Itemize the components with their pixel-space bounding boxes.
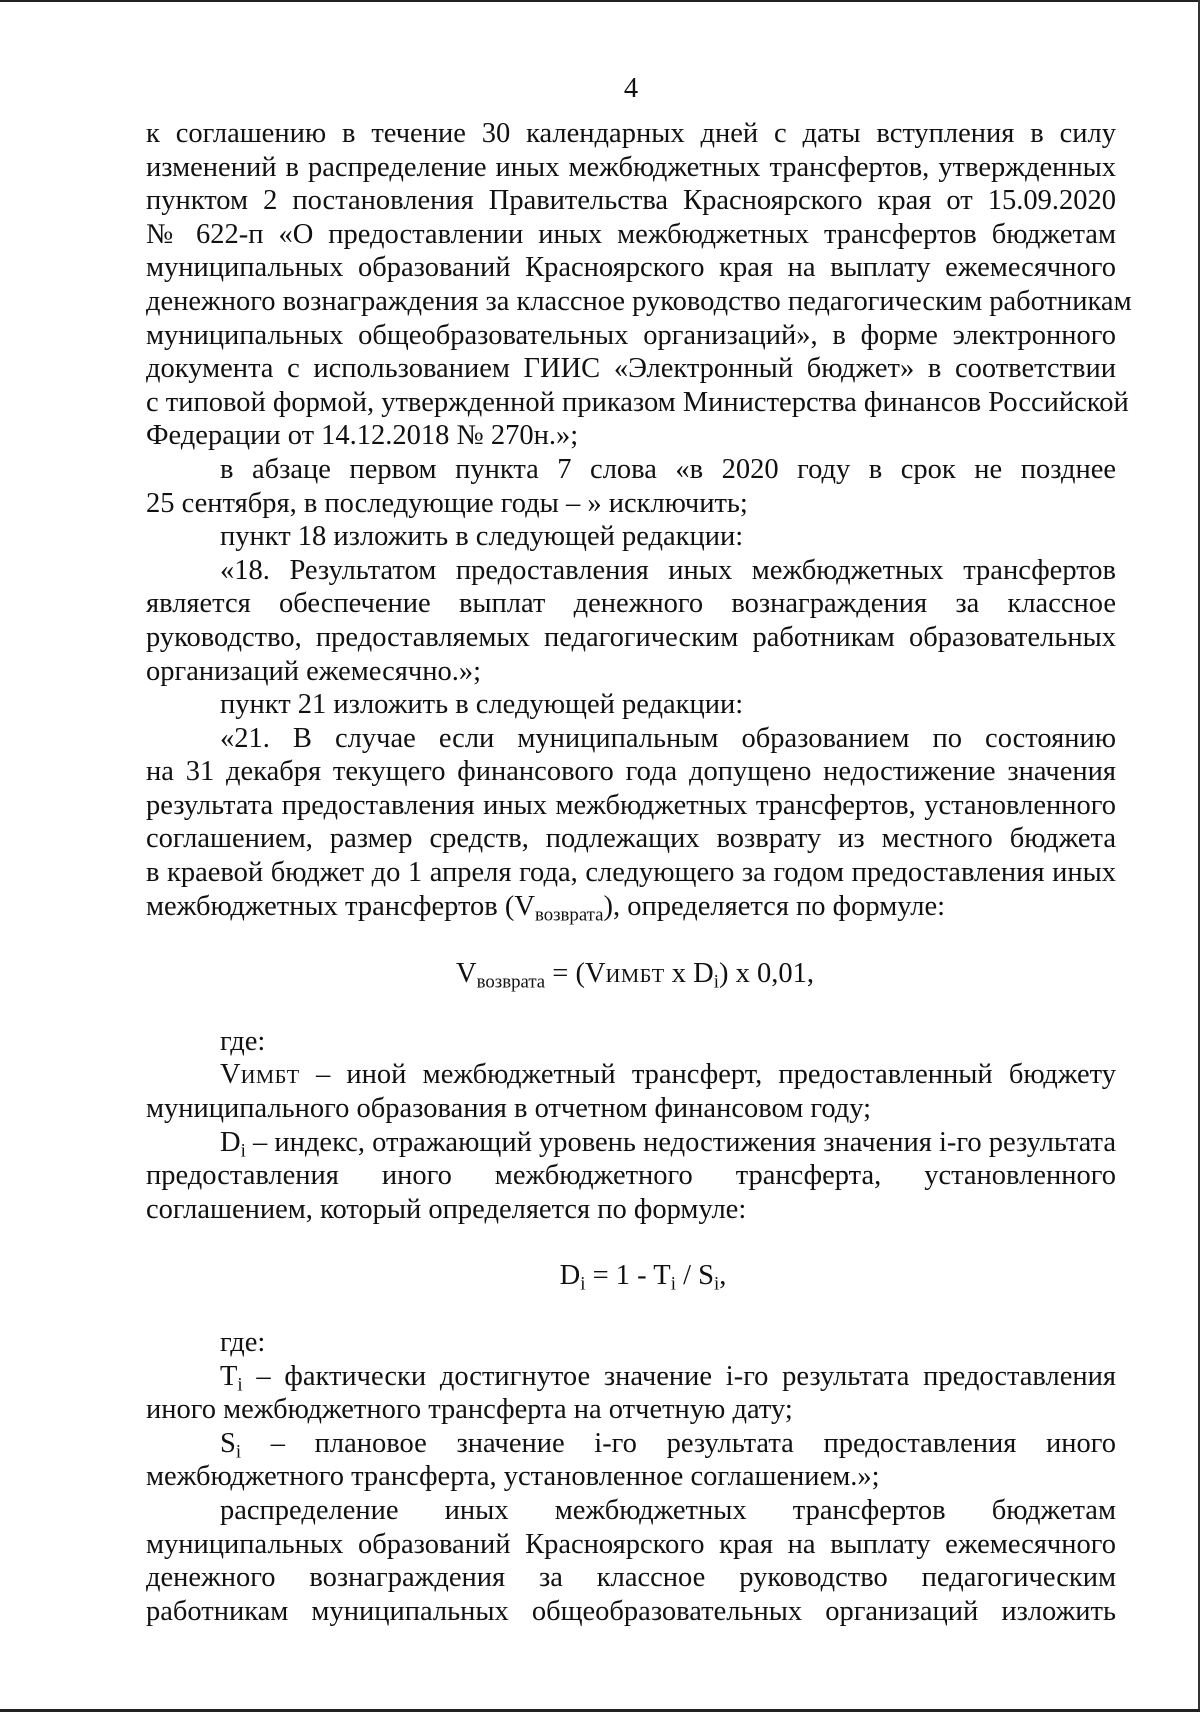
text-line: соглашением, который определяется по формуле: <box>146 1193 747 1225</box>
text-line: муниципальных образований Красноярского края на выплату ежемесячного <box>146 1528 1116 1560</box>
text-line: денежного вознаграждения за классное руководство педагогическим <box>146 1562 1116 1594</box>
text-line: к соглашению в течение 30 календарных дней с даты вступления в силу <box>146 118 1116 149</box>
text-line: межбюджетного трансферта, установленное соглашением.»; <box>146 1461 880 1493</box>
spacer <box>146 1293 1116 1326</box>
text-line: изменений в распределение иных межбюджетных трансфертов, утвержденных <box>146 151 1116 183</box>
text-line: с типовой формой, утвержденной приказом Министерства финансов Российской <box>146 386 1129 418</box>
formula-subscript: возврата <box>476 971 546 993</box>
definition-subscript: ИМБТ <box>240 1066 300 1089</box>
formula-d-index <box>146 1259 1116 1296</box>
formula-subscript: i <box>713 971 719 993</box>
paragraph-first-line: пункт 21 изложить в следующей редакции: <box>220 689 744 721</box>
definition-text: – фактически достигнутое значение i-го результата предоставления <box>242 1360 1116 1392</box>
definition-symbol: D <box>220 1126 241 1158</box>
text-line: работникам муниципальных общеобразовательных организаций изложить <box>146 1595 1116 1627</box>
text-line: соглашением, размер средств, подлежащих возврату из местного бюджета <box>146 823 1116 855</box>
definition-line <box>146 1126 1116 1160</box>
formula-v-return <box>146 957 1116 991</box>
formula-subscript: i <box>670 1274 676 1296</box>
text-line: предоставления иного межбюджетного трансферта, установленного <box>146 1160 1116 1192</box>
definition-subscript: i <box>240 1140 246 1162</box>
formula-part: / S <box>675 1260 714 1292</box>
formula-part: x D <box>664 958 714 990</box>
line-part: ), определяется по формуле: <box>603 890 946 922</box>
formula-subscript: i <box>580 1274 586 1296</box>
definition-line <box>146 1058 1116 1092</box>
definition-symbol: V <box>220 1059 241 1091</box>
text-line: денежного вознаграждения за классное руководство педагогическим работникам <box>146 285 1132 317</box>
definition-text: – иной межбюджетный трансферт, предоставленный бюджету <box>299 1059 1116 1091</box>
text-line: документа с использованием ГИИС «Электронный бюджет» в соответствии <box>146 353 1116 385</box>
spacer <box>146 923 1116 957</box>
scan-border-top <box>0 0 1200 2</box>
definition-subscript: i <box>237 1374 243 1396</box>
text-line: пунктом 2 постановления Правительства Красноярского края от 15.09.2020 <box>146 185 1116 217</box>
definition-text: – плановое значение i-го результата предоставления иного <box>241 1427 1116 1459</box>
text-line: организаций ежемесячно.»; <box>146 655 482 687</box>
definition-line <box>146 1427 1116 1461</box>
formula-part: ) x 0,01, <box>718 958 814 990</box>
spacer <box>146 991 1116 1025</box>
formula-part: = 1 - T <box>585 1260 671 1292</box>
text-line: Федерации от 14.12.2018 № 270н.»; <box>146 420 579 452</box>
subscript-vozvrata: возврата <box>534 904 604 926</box>
where-label: где: <box>220 1025 266 1057</box>
formula-part: = (V <box>545 958 606 990</box>
text-line: результата предоставления иных межбюджетных трансфертов, установленного <box>146 789 1116 821</box>
text-line: руководство, предоставляемых педагогическим работникам образовательных <box>146 621 1116 653</box>
definition-symbol: S <box>220 1427 236 1459</box>
formula-subscript-imbt: ИМБТ <box>605 965 665 988</box>
text-line: является обеспечение выплат денежного вознаграждения за классное <box>146 588 1116 620</box>
definition-text: – индекс, отражающий уровень недостижения значения i-го результата <box>245 1126 1116 1158</box>
formula-symbol: D <box>559 1260 581 1292</box>
text-line: на 31 декабря текущего финансового года допущено недостижение значения <box>146 756 1116 788</box>
text-line: 25 сентября, в последующие годы – » исключить; <box>146 487 748 519</box>
text-line: иного межбюджетного трансферта на отчетную дату; <box>146 1394 793 1426</box>
paragraph-first-line: «18. Результатом предоставления иных межбюджетных трансфертов <box>220 554 1116 586</box>
spacer <box>146 1226 1116 1259</box>
line-part: межбюджетных трансфертов (V <box>146 890 535 922</box>
text-line: муниципального образования в отчетном финансовом году; <box>146 1093 872 1125</box>
formula-subscript: i <box>713 1274 720 1296</box>
page-number: 4 <box>623 73 639 104</box>
text-line: муниципальных общеобразовательных организаций», в форме электронного <box>146 319 1116 351</box>
text-line: в краевой бюджет до 1 апреля года, следующего за годом предоставления иных <box>146 857 1116 889</box>
definition-symbol: T <box>220 1360 238 1392</box>
paragraph-first-line: пункт 18 изложить в следующей редакции: <box>220 521 744 553</box>
where-label: где: <box>220 1327 266 1358</box>
formula-part: , <box>719 1260 727 1292</box>
document-body <box>146 117 1132 1628</box>
paragraph-first-line: распределение иных межбюджетных трансфертов бюджетам <box>220 1494 1116 1526</box>
paragraph-first-line: «21. В случае если муниципальным образованием по состоянию <box>220 722 1116 754</box>
text-line: № 622-п «О предоставлении иных межбюджетных трансфертов бюджетам <box>146 218 1116 250</box>
definition-subscript: i <box>235 1441 242 1463</box>
definition-line <box>146 1360 1116 1394</box>
text-line-with-subscript <box>146 890 1116 924</box>
text-line: муниципальных образований Красноярского края на выплату ежемесячного <box>146 252 1116 284</box>
formula-symbol: V <box>456 958 477 990</box>
paragraph-first-line: в абзаце первом пункта 7 слова «в 2020 году в срок не позднее <box>220 453 1116 485</box>
